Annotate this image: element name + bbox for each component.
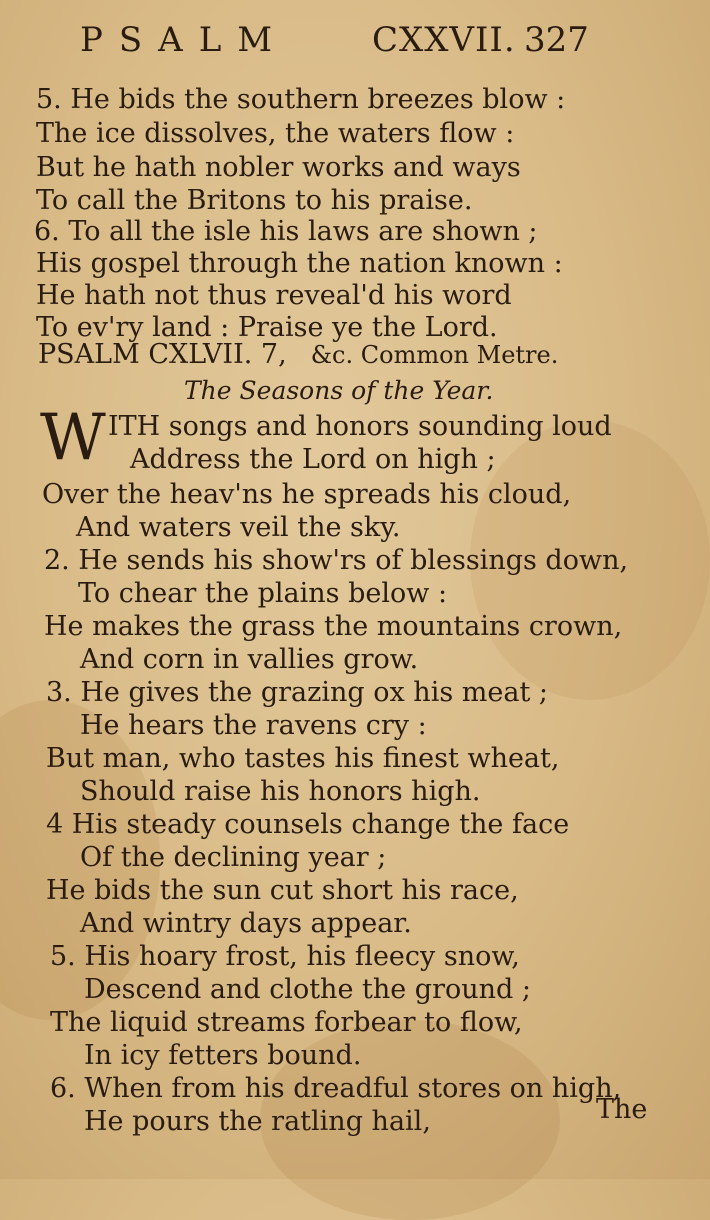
psalm-heading-title: PSALM CXLVII. 7,	[38, 339, 287, 370]
verse-line: To call the Britons to his praise.	[36, 185, 473, 216]
verse-line: In icy fetters bound.	[84, 1040, 362, 1071]
verse-line: 6. When from his dreadful stores on high,	[50, 1073, 622, 1104]
verse-line: He pours the ratling hail,	[84, 1106, 431, 1137]
verse-line: To chear the plains below :	[78, 578, 448, 609]
verse-line: 4 His steady counsels change the face	[46, 809, 570, 840]
verse-line: Of the declining year ;	[80, 842, 387, 873]
page-number: 327	[524, 20, 589, 60]
running-title: PSALM	[80, 20, 289, 60]
verse-line: Should raise his honors high.	[80, 776, 481, 807]
verse-line: 5. He bids the southern breezes blow :	[36, 84, 566, 115]
verse-line: 3. He gives the grazing ox his meat ;	[46, 677, 548, 708]
verse-line: The ice dissolves, the waters flow :	[36, 118, 515, 149]
verse-line: To ev'ry land : Praise ye the Lord.	[36, 312, 498, 343]
verse-line: Over the heav'ns he spreads his cloud,	[42, 479, 572, 510]
psalm-number: CXXVII.	[372, 20, 516, 60]
verse-line: His gospel through the nation known :	[36, 248, 563, 279]
verse-line: Descend and clothe the ground ;	[84, 974, 531, 1005]
verse-line: He hath not thus reveal'd his word	[36, 280, 512, 311]
verse-line: And wintry days appear.	[80, 908, 412, 939]
drop-cap: W	[40, 401, 106, 475]
verse-line: But he hath nobler works and ways	[36, 152, 521, 183]
verse-line: And waters veil the sky.	[76, 512, 401, 543]
page-header	[0, 16, 640, 66]
verse-line: He bids the sun cut short his race,	[46, 875, 519, 906]
psalm-heading-meter: &c. Common Metre.	[310, 341, 559, 369]
verse-line: The liquid streams forbear to flow,	[50, 1007, 523, 1038]
verse-line: 5. His hoary frost, his fleecy snow,	[50, 941, 520, 972]
verse-line: ITH songs and honors sounding loud	[108, 411, 612, 442]
verse-line: Address the Lord on high ;	[130, 444, 496, 475]
catchword: The	[596, 1094, 648, 1125]
verse-line: But man, who tastes his finest wheat,	[46, 743, 560, 774]
verse-line: 6. To all the isle his laws are shown ;	[34, 216, 538, 247]
verse-line: He hears the ravens cry :	[80, 710, 427, 741]
verse-line: 2. He sends his show'rs of blessings down,	[44, 545, 629, 576]
verse-line: He makes the grass the mountains crown,	[44, 611, 623, 642]
psalm-subtitle: The Seasons of the Year.	[184, 376, 494, 405]
psalm-heading	[38, 339, 558, 370]
verse-line: And corn in vallies grow.	[80, 644, 419, 675]
